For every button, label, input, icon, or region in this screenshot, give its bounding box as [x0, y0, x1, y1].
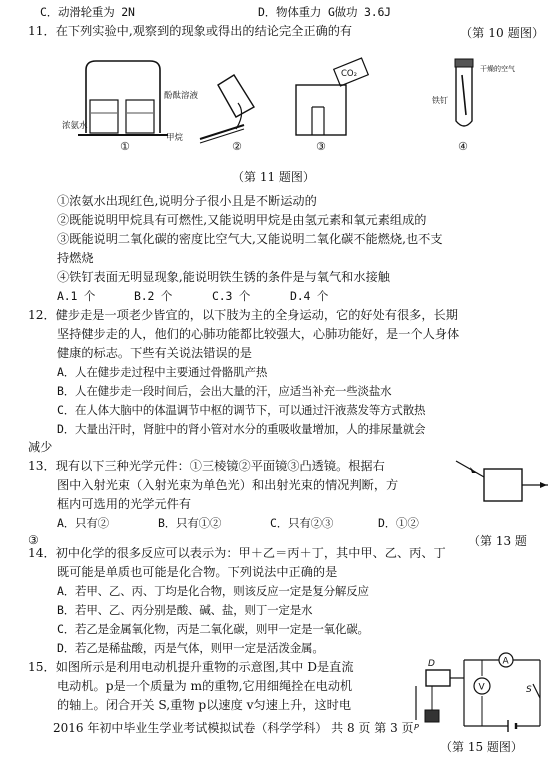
co2-label: CO₂	[341, 69, 358, 79]
figure-11-experiment-3	[296, 58, 368, 153]
ammonia-label: 浓氨水	[62, 121, 88, 131]
figure-11-experiment-4	[432, 59, 515, 153]
question-12-line-1: 12．健步走是一项老少皆宜的，以下肢为主的全身运动，它的好处有很多，长期	[28, 308, 458, 322]
q11-option-a: A.1 个	[57, 289, 96, 303]
svg-text:①: ①	[120, 140, 130, 153]
phenol-label: 酚酞溶液	[164, 91, 199, 101]
figure-13-caption: （第 13 题	[468, 534, 527, 548]
question-15-line-2: 电动机。p是一个质量为 m的重物,它用细绳拴在电动机	[57, 679, 353, 693]
question-11-stem: 11．在下列实验中,观察到的现象或得出的结论完全正确的有	[28, 24, 353, 38]
figure-11	[60, 55, 520, 155]
q13-option-d: D．①②	[378, 516, 419, 530]
page-footer: 2016 年初中毕业生学业考试模拟试卷（科学学科） 共 8 页 第 3 页	[53, 721, 414, 735]
q11-option-d: D.4 个	[290, 289, 329, 303]
statement-3-cont: 持燃烧	[57, 251, 94, 265]
q12-option-c: C．在人体大脑中的体温调节中枢的调节下，可以通过汗液蒸发等方式散热	[57, 403, 426, 417]
q13-option-c: C．只有②③	[270, 516, 334, 530]
figure-10-caption: （第 10 题图）	[460, 26, 545, 40]
q13-option-a: A．只有②	[57, 516, 109, 530]
svg-text:②: ②	[232, 140, 242, 153]
q12-option-d-cont: 减少	[28, 440, 53, 454]
figure-11-experiment-2	[166, 75, 254, 153]
question-15-line-3: 的轴上。闭合开关 S,重物 p以速度 v匀速上升，这时电	[57, 698, 352, 712]
svg-text:④: ④	[458, 140, 468, 153]
question-14-line-1: 14．初中化学的很多反应可以表示为：甲＋乙＝丙＋丁，其中甲、乙、丙、丁	[28, 546, 446, 560]
q11-option-c: C.3 个	[212, 289, 251, 303]
option-c-q10: C．动滑轮重为 2N	[40, 5, 135, 19]
q14-option-a: A．若甲、乙、丙、丁均是化合物，则该反应一定是复分解反应	[57, 584, 369, 598]
weight-label: P	[414, 723, 419, 732]
figure-13	[450, 455, 550, 515]
q14-option-b: B．若甲、乙、丙分别是酸、碱、盐，则丁一定是水	[57, 603, 313, 617]
q14-option-d: D．若乙是稀盐酸，丙是气体，则甲一定是活泼金属。	[57, 641, 324, 655]
svg-text:③: ③	[316, 140, 326, 153]
statement-2: ②既能说明甲烷具有可燃性,又能说明甲烷是由氢元素和氧元素组成的	[57, 213, 427, 227]
figure-15	[412, 650, 547, 732]
question-15-line-1: 15．如图所示是利用电动机提升重物的示意图,其中 D是直流	[28, 660, 354, 674]
option-d-q10: D．物体重力 G做功 3.6J	[258, 5, 391, 19]
statement-1: ①浓氨水出现红色,说明分子很小且是不断运动的	[57, 194, 317, 208]
q12-option-b: B．人在健步走一段时间后，会出大量的汗，应适当补充一些淡盐水	[57, 384, 392, 398]
ammeter-label: A	[502, 656, 509, 667]
nail-label: 铁钉	[432, 96, 448, 105]
question-12-line-3: 健康的标志。下些有关说法错误的是	[57, 346, 252, 360]
q11-option-b: B.2 个	[134, 289, 173, 303]
statement-3: ③既能说明二氧化碳的密度比空气大,又能说明二氧化碳不能燃烧,也不支	[57, 232, 443, 246]
q14-option-c: C．若乙是金属氧化物，丙是二氧化碳，则甲一定是一氧化碳。	[57, 622, 369, 636]
statement-4: ④铁钉表面无明显现象,能说明铁生锈的条件是与氧气和水接触	[57, 270, 390, 284]
question-12-line-2: 坚持健步走的人，他们的心肺功能都比较强大，心肺功能好，是一个人身体	[57, 327, 460, 341]
question-13-line-3: 框内可选用的光学元件有	[57, 497, 192, 511]
q12-option-d: D．大量出汗时，肾脏中的肾小管对水分的重吸收量增加，人的排尿量就会	[57, 422, 426, 436]
figure-15-caption: （第 15 题图）	[440, 740, 523, 754]
question-13-line-2: 图中入射光束（入射光束为单色光）和出射光束的情况判断，方	[57, 478, 399, 492]
switch-label: S	[526, 685, 532, 695]
figure-11-caption: （第 11 题图）	[232, 170, 315, 184]
q13-option-b: B．只有①②	[158, 516, 222, 530]
question-13-line-1: 13．现有以下三种光学元件：①三棱镜②平面镜③凸透镜。根据右	[28, 459, 385, 473]
question-14-line-2: 既可能是单质也可能是化合物。下列说法中正确的是	[57, 565, 338, 579]
methane-label: 甲烷	[166, 133, 184, 143]
q12-option-a: A．人在健步走过程中主要通过骨骼肌产热	[57, 365, 268, 379]
dry-air-label: 干燥的空气	[480, 65, 515, 73]
q13-option-d-cont: ③	[28, 533, 39, 547]
motor-label: D	[428, 659, 435, 669]
voltmeter-label: V	[478, 682, 485, 693]
